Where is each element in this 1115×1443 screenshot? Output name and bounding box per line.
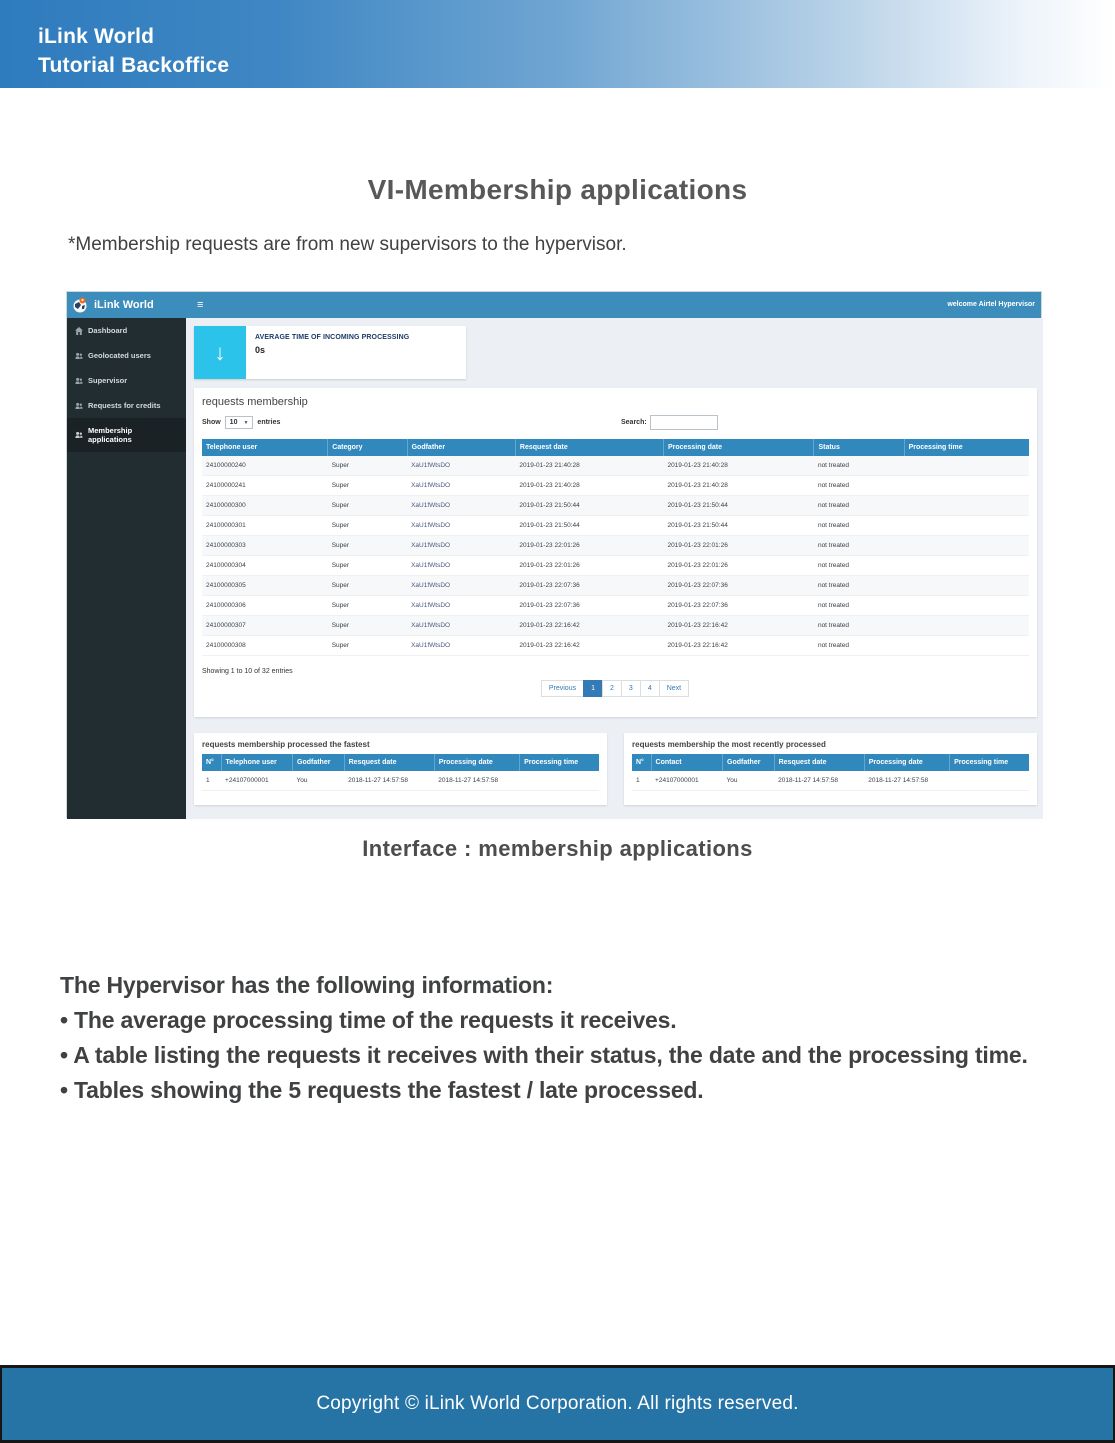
app-brand-label: iLink World [94, 299, 154, 311]
table-cell: not treated [814, 476, 904, 496]
column-header[interactable]: Processing time [950, 754, 1029, 771]
table-row [202, 456, 1029, 476]
table-cell: Super [328, 516, 407, 536]
table-cell: 2019-01-23 21:50:44 [515, 516, 663, 536]
table-cell: 2019-01-23 22:07:36 [515, 596, 663, 616]
users-icon [75, 402, 83, 410]
table-cell [904, 636, 1029, 656]
section-note: *Membership requests are from new supervisors to the hypervisor. [68, 234, 627, 255]
table-cell: Super [328, 616, 407, 636]
show-label: Show [202, 419, 221, 426]
table-row [202, 616, 1029, 636]
fastest-processed-box [194, 733, 607, 805]
table-cell: 2019-01-23 22:01:26 [515, 536, 663, 556]
app-screenshot [66, 291, 1042, 818]
search-label: Search: [621, 419, 647, 426]
table-cell: not treated [814, 556, 904, 576]
app-main [186, 318, 1043, 819]
info-block [60, 968, 1070, 1108]
table-cell: Super [328, 456, 407, 476]
sidebar-item-label: Dashboard [88, 326, 128, 335]
doc-title-line2: Tutorial Backoffice [38, 54, 230, 77]
sidebar-item-label: Geolocated users [88, 351, 151, 360]
column-header[interactable]: Processing time [904, 439, 1029, 456]
table-cell: +24107000001 [221, 771, 292, 791]
search-control [621, 415, 718, 430]
show-entries-select[interactable] [225, 416, 254, 429]
pagination-page-4[interactable]: 4 [640, 680, 660, 697]
table-cell: not treated [814, 596, 904, 616]
table-cell: XaU1fWtsDO [407, 456, 515, 476]
table-cell: XaU1fWtsDO [407, 576, 515, 596]
table-cell: 2019-01-23 22:16:42 [663, 636, 814, 656]
table-cell: XaU1fWtsDO [407, 496, 515, 516]
table-row [202, 556, 1029, 576]
table-cell: XaU1fWtsDO [407, 556, 515, 576]
fastest-processed-table [202, 754, 599, 791]
search-input[interactable] [650, 415, 718, 430]
recently-processed-box [624, 733, 1037, 805]
godfather-link[interactable]: You [293, 771, 345, 791]
table-row [202, 476, 1029, 496]
table-cell: 1 [202, 771, 221, 791]
table-cell: XaU1fWtsDO [407, 476, 515, 496]
table-cell: 2019-01-23 22:07:36 [663, 576, 814, 596]
info-bullet-3: • Tables showing the 5 requests the fastest / late processed. [60, 1077, 704, 1103]
table-cell: 24100000304 [202, 556, 328, 576]
entries-label: entries [257, 419, 281, 426]
sidebar-item-label: Requests for credits [88, 401, 161, 410]
table-cell: 2018-11-27 14:57:58 [774, 771, 864, 791]
column-header[interactable]: Telephone user [202, 439, 328, 456]
table-cell: 24100000240 [202, 456, 328, 476]
show-entries-value: 10 [229, 419, 238, 426]
table-cell: 24100000308 [202, 636, 328, 656]
table-cell: not treated [814, 636, 904, 656]
column-header[interactable]: Godfather [407, 439, 515, 456]
table-cell: 2019-01-23 21:50:44 [663, 516, 814, 536]
sidebar-item-label: Supervisor [88, 376, 128, 385]
hamburger-menu-icon[interactable]: ≡ [197, 299, 204, 311]
requests-membership-title: requests membership [202, 396, 308, 408]
table-cell: XaU1fWtsDO [407, 616, 515, 636]
table-cell: 1 [632, 771, 651, 791]
table-cell: 2019-01-23 22:01:26 [663, 556, 814, 576]
table-cell: 24100000241 [202, 476, 328, 496]
doc-title-line1: iLink World [38, 25, 155, 48]
app-brand[interactable] [67, 292, 186, 318]
column-header[interactable]: Processing time [520, 754, 599, 771]
page-footer [0, 1365, 1115, 1443]
table-cell [950, 771, 1029, 791]
table-cell [904, 616, 1029, 636]
table-cell [904, 496, 1029, 516]
table-cell: 2018-11-27 14:57:58 [344, 771, 434, 791]
column-header[interactable]: Category [328, 439, 407, 456]
table-cell: 2019-01-23 22:07:36 [663, 596, 814, 616]
table-cell: 2019-01-23 22:16:42 [663, 616, 814, 636]
users-icon [75, 377, 83, 385]
table-cell: 2018-11-27 14:57:58 [434, 771, 519, 791]
column-header[interactable]: Godfather [293, 754, 345, 771]
table-cell [904, 476, 1029, 496]
requests-membership-box [194, 388, 1037, 717]
column-header[interactable]: Resquest date [344, 754, 434, 771]
table-cell [904, 536, 1029, 556]
table-row [202, 536, 1029, 556]
table-cell: 2019-01-23 21:40:28 [515, 476, 663, 496]
column-header[interactable]: Resquest date [515, 439, 663, 456]
table-cell: Super [328, 476, 407, 496]
info-bullet-2: • A table listing the requests it receives with their status, the date and the processing time. [60, 1042, 1028, 1068]
table-cell [904, 556, 1029, 576]
pagination-previous[interactable]: Previous [541, 680, 584, 697]
sidebar-item-supervisor[interactable] [67, 368, 186, 393]
table-row [202, 496, 1029, 516]
table-cell: 2019-01-23 21:40:28 [663, 456, 814, 476]
table-row [202, 576, 1029, 596]
copyright-text: Copyright © iLink World Corporation. All rights reserved. [316, 1393, 799, 1414]
table-cell: XaU1fWtsDO [407, 516, 515, 536]
table-summary: Showing 1 to 10 of 32 entries [202, 668, 293, 675]
column-header[interactable]: Telephone user [221, 754, 292, 771]
table-cell: 2019-01-23 22:16:42 [515, 616, 663, 636]
sidebar-item-requests-for-credits[interactable] [67, 393, 186, 418]
recently-processed-title: requests membership the most recently processed [632, 740, 826, 749]
table-cell: 2019-01-23 22:16:42 [515, 636, 663, 656]
table-cell: 24100000303 [202, 536, 328, 556]
recently-processed-table [632, 754, 1029, 791]
table-cell: 24100000305 [202, 576, 328, 596]
table-cell: Super [328, 496, 407, 516]
users-icon [75, 352, 83, 360]
table-cell: 2018-11-27 14:57:58 [864, 771, 949, 791]
table-cell: 2019-01-23 21:40:28 [515, 456, 663, 476]
document-header [0, 0, 1115, 88]
table-row [202, 771, 599, 791]
table-cell: 2019-01-23 22:07:36 [515, 576, 663, 596]
table-header-row [202, 754, 599, 771]
table-cell: not treated [814, 516, 904, 536]
pagination [194, 680, 1037, 697]
average-time-value: 0s [255, 345, 266, 355]
table-cell [904, 576, 1029, 596]
table-cell: 2019-01-23 21:50:44 [515, 496, 663, 516]
table-header-row [632, 754, 1029, 771]
table-cell: 24100000300 [202, 496, 328, 516]
fastest-processed-title: requests membership processed the fastest [202, 740, 370, 749]
info-bullet-1: • The average processing time of the requests it receives. [60, 1007, 677, 1033]
table-cell: 24100000306 [202, 596, 328, 616]
table-cell: Super [328, 576, 407, 596]
table-cell: 24100000301 [202, 516, 328, 536]
table-cell: not treated [814, 616, 904, 636]
table-row [202, 516, 1029, 536]
table-cell: 2019-01-23 22:01:26 [663, 536, 814, 556]
godfather-link[interactable]: You [723, 771, 775, 791]
table-row [632, 771, 1029, 791]
table-cell: Super [328, 556, 407, 576]
pagination-page-3[interactable]: 3 [621, 680, 641, 697]
screenshot-caption: Interface : membership applications [362, 836, 753, 861]
table-row [202, 636, 1029, 656]
sidebar-item-label: Membership applications [88, 426, 133, 444]
average-time-card-body [246, 326, 409, 379]
table-cell: 2019-01-23 22:01:26 [515, 556, 663, 576]
table-cell: Super [328, 536, 407, 556]
column-header[interactable]: N° [202, 754, 221, 771]
chevron-down-icon: ▼ [243, 419, 249, 426]
users-icon [75, 431, 83, 439]
requests-membership-table [202, 439, 1029, 656]
welcome-text: welcome Airtel Hypervisor [947, 301, 1035, 308]
table-cell: Super [328, 636, 407, 656]
column-header[interactable]: N° [632, 754, 651, 771]
table-cell [904, 516, 1029, 536]
table-header-row [202, 439, 1029, 456]
table-cell: not treated [814, 456, 904, 476]
info-heading: The Hypervisor has the following information: [60, 972, 554, 998]
column-header[interactable]: Status [814, 439, 904, 456]
column-header[interactable]: Godfather [723, 754, 775, 771]
table-cell: XaU1fWtsDO [407, 536, 515, 556]
pagination-page-2[interactable]: 2 [602, 680, 622, 697]
table-row [202, 596, 1029, 616]
table-cell: not treated [814, 576, 904, 596]
table-cell: not treated [814, 536, 904, 556]
column-header[interactable]: Resquest date [774, 754, 864, 771]
pagination-next[interactable]: Next [659, 680, 689, 697]
column-header[interactable]: Processing date [864, 754, 949, 771]
average-time-label: AVERAGE TIME OF INCOMING PROCESSING [255, 334, 410, 341]
column-header[interactable]: Processing date [434, 754, 519, 771]
sidebar-item-membership-applications[interactable] [67, 418, 186, 452]
table-cell [520, 771, 599, 791]
table-cell: XaU1fWtsDO [407, 636, 515, 656]
table-cell: Super [328, 596, 407, 616]
section-title: VI-Membership applications [367, 174, 748, 205]
table-cell: 24100000307 [202, 616, 328, 636]
average-time-card [194, 326, 466, 379]
column-header[interactable]: Contact [651, 754, 722, 771]
show-entries-control [202, 416, 280, 429]
column-header[interactable]: Processing date [663, 439, 814, 456]
pagination-page-1[interactable]: 1 [583, 680, 603, 697]
table-cell [904, 596, 1029, 616]
table-cell: 2019-01-23 21:50:44 [663, 496, 814, 516]
table-cell: +24107000001 [651, 771, 722, 791]
table-controls [194, 410, 1037, 436]
down-arrow-icon: ↓ [194, 326, 246, 379]
table-cell [904, 456, 1029, 476]
sidebar-item-geolocated-users[interactable] [67, 343, 186, 368]
table-cell: 2019-01-23 21:40:28 [663, 476, 814, 496]
home-icon [75, 327, 83, 335]
app-sidebar [67, 318, 186, 819]
table-cell: not treated [814, 496, 904, 516]
sidebar-item-dashboard[interactable] [67, 318, 186, 343]
app-topbar [67, 292, 1041, 318]
table-cell: XaU1fWtsDO [407, 596, 515, 616]
ilink-world-logo-icon [72, 297, 88, 313]
